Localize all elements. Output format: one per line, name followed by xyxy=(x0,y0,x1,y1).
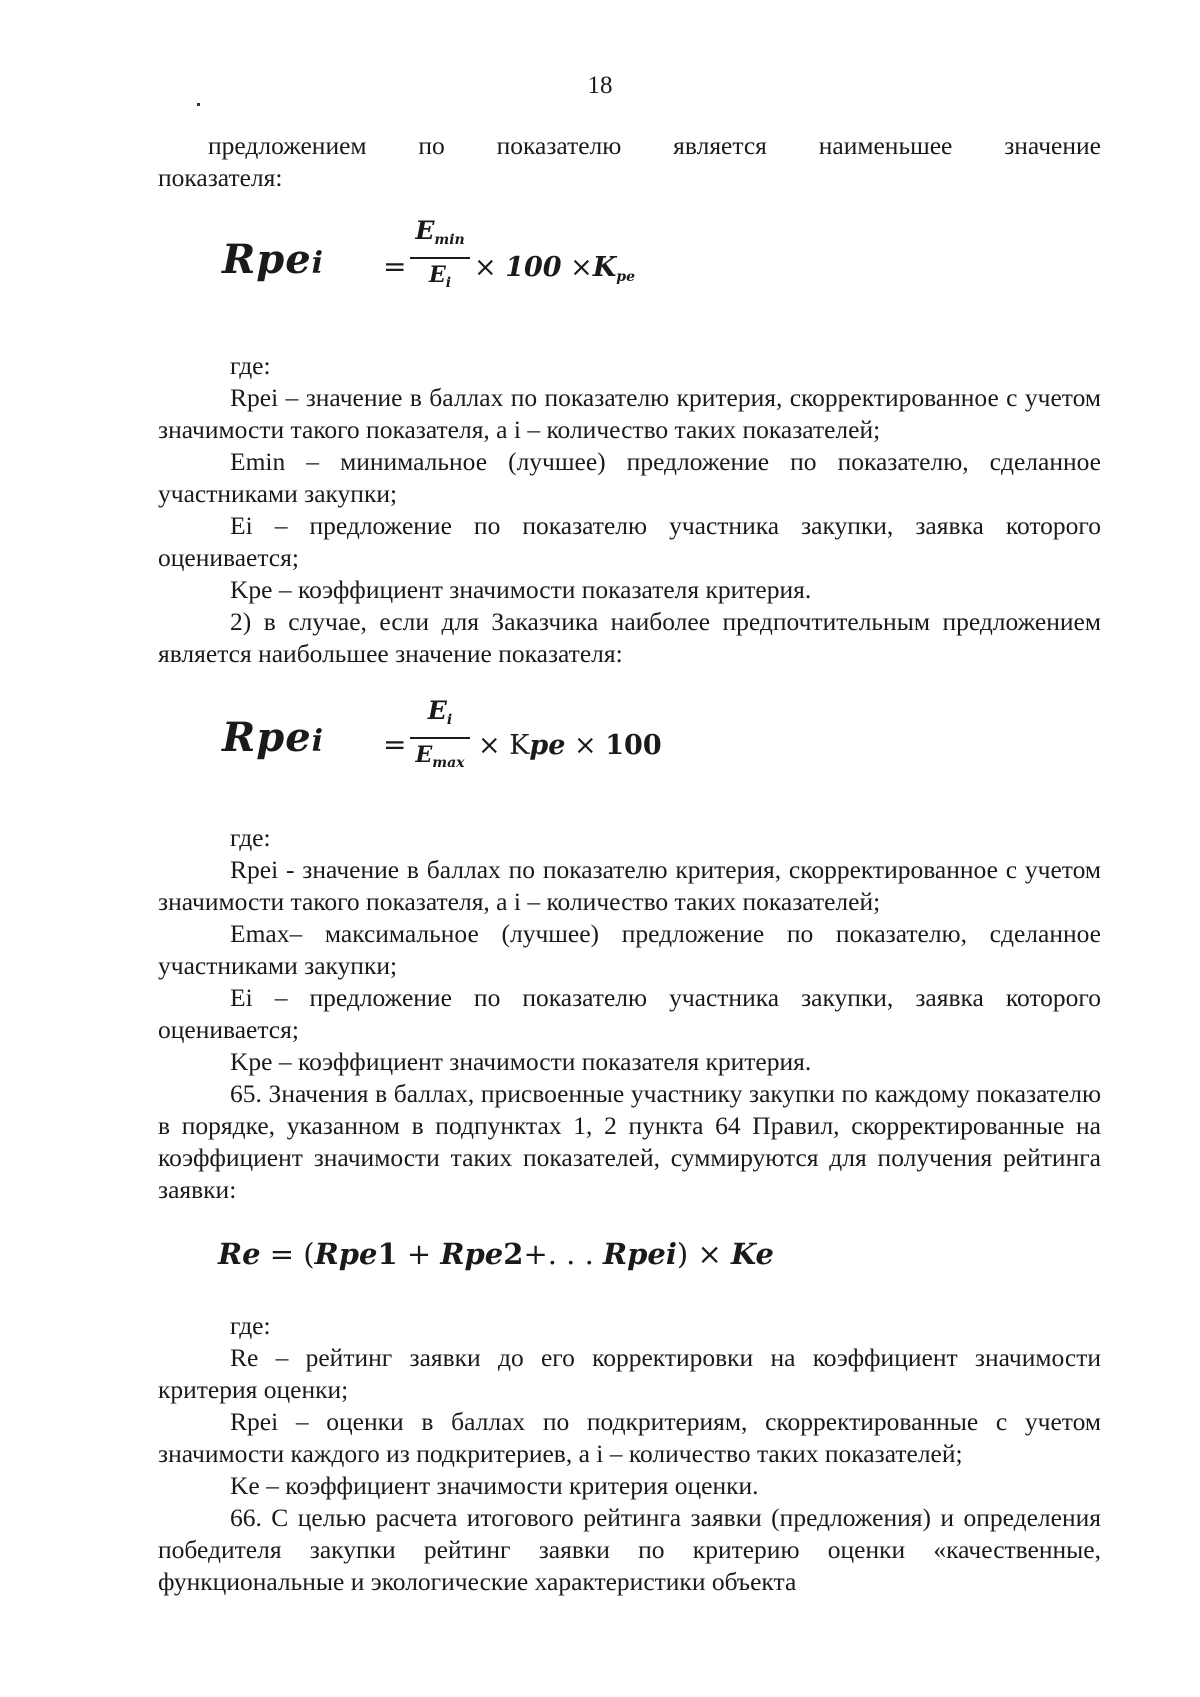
intro-line xyxy=(158,130,1101,162)
definition-ei: Ei – предложение по показателю участника закупки, заявка которого оценивается; xyxy=(158,983,1101,1044)
formula-rest: × Kpe × 100 xyxy=(478,730,662,761)
intro-line-2: показателя: xyxy=(158,163,283,192)
formula-equals: = xyxy=(383,250,407,283)
formula-sum: Re = (Rpe1 + Rpe2+. . . Rpei) × Ke xyxy=(218,1237,774,1271)
formula-rpei-max xyxy=(158,696,1101,792)
formula-rest: × $100 \times K_{pe}$ xyxy=(474,252,635,285)
word: по xyxy=(418,131,445,160)
formula-lhs: Rpei xyxy=(222,714,325,761)
formula-lhs: Rpei xyxy=(222,236,325,283)
formula-fraction: $E_{min}$ $E_i$ xyxy=(410,216,470,296)
definition-kpe: Kpe – коэффициент значимости показателя критерия. xyxy=(230,575,812,604)
definition-rpei: Rpei – значение в баллах по показателю критерия, скорректированное с учетом значимости такого показателя, а i – количество таких показателей; xyxy=(158,383,1101,444)
definition-emax: Emax– максимальное (лучшее) предложение по показателю, сделанное участниками закупки; xyxy=(158,919,1101,980)
definition-emin: Emin – минимальное (лучшее) предложение по показателю, сделанное участниками закупки; xyxy=(158,447,1101,508)
page-number: 18 xyxy=(587,72,613,99)
formula-equals: = xyxy=(383,728,407,761)
formula-rpei-min xyxy=(158,216,1101,324)
paragraph-66: 66. С целью расчета итогового рейтинга заявки (предложения) и определения победителя закупки рейтинг заявки по критерию оценки «качественные, функциональные и экологические характеристики объекта xyxy=(158,1503,1101,1596)
paragraph-65: 65. Значения в баллах, присвоенные участнику закупки по каждому показателю в порядке, указанном в подпунктах 1, 2 пункта 64 Правил, скорректированные на коэффициент значимости таких показателей, суммируются для получения рейтинга заявки: xyxy=(158,1079,1101,1204)
where-label: где: xyxy=(230,823,271,852)
definition-ei: Ei – предложение по показателю участника закупки, заявка которого оценивается; xyxy=(158,511,1101,572)
formula-re xyxy=(158,1230,1101,1288)
word: наименьшее xyxy=(818,131,953,160)
word: предложением xyxy=(208,131,367,160)
paragraph-case-2: 2) в случае, если для Заказчика наиболее предпочтительным предложением является наибольшее значение показателя: xyxy=(158,607,1101,668)
definition-ke: Ke – коэффициент значимости критерия оценки. xyxy=(230,1471,759,1500)
definition-rpei: Rpei - значение в баллах по показателю критерия, скорректированное с учетом значимости такого показателя, а i – количество таких показателей; xyxy=(158,855,1101,916)
definition-kpe: Kpe – коэффициент значимости показателя критерия. xyxy=(230,1047,812,1076)
document-body xyxy=(158,130,1101,1598)
scan-dot xyxy=(197,103,200,106)
definition-rpei: Rpei – оценки в баллах по подкритериям, скорректированные с учетом значимости каждого из подкритериев, а i – количество таких показателей; xyxy=(158,1407,1101,1468)
word: значение xyxy=(1004,131,1101,160)
word: является xyxy=(673,131,767,160)
word: показателю xyxy=(496,131,622,160)
definition-re: Re – рейтинг заявки до его корректировки на коэффициент значимости критерия оценки; xyxy=(158,1343,1101,1404)
where-label: где: xyxy=(230,351,271,380)
where-label: где: xyxy=(230,1311,271,1340)
formula-fraction: $E_i$ $E_{max}$ xyxy=(410,696,470,776)
